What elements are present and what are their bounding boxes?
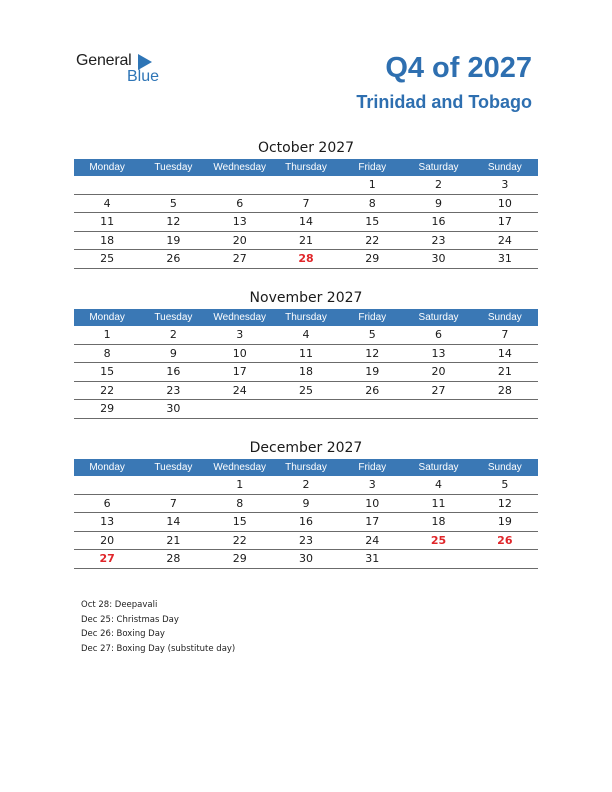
date-cell: 21 — [298, 233, 313, 247]
date-cell: 22 — [365, 233, 380, 247]
date-cell: 8 — [236, 496, 244, 510]
weekday-header — [74, 159, 538, 176]
date-cell — [472, 550, 538, 568]
date-cell: 14 — [166, 515, 181, 528]
week-row — [74, 495, 538, 514]
date-cell: 7 — [169, 496, 177, 510]
date-cell: 2 — [302, 478, 310, 491]
date-cell: 3 — [236, 328, 244, 341]
date-cell: 23 — [298, 533, 313, 547]
date-cell — [273, 400, 339, 418]
weekday-label: Saturday — [418, 162, 459, 173]
date-cell: 18 — [298, 365, 313, 378]
week-row — [74, 176, 538, 195]
date-cell — [405, 550, 471, 568]
weekday-label: Sunday — [487, 162, 522, 173]
date-cell: 16 — [298, 515, 313, 528]
date-cell: 15 — [100, 365, 115, 378]
date-cell: 23 — [166, 383, 181, 397]
week-row — [74, 532, 538, 551]
date-cell: 24 — [365, 533, 380, 547]
weekday-label: Sunday — [487, 462, 522, 473]
date-cell — [74, 176, 140, 194]
weekday-label: Sunday — [487, 312, 522, 323]
date-cell: 29 — [232, 552, 247, 565]
date-cell: 14 — [497, 346, 512, 360]
date-cell: 1 — [103, 328, 111, 341]
date-cell: 4 — [302, 328, 310, 341]
date-cell: 21 — [497, 365, 512, 378]
weekday-label: Thursday — [285, 312, 327, 323]
date-cell: 22 — [100, 383, 115, 397]
date-cell — [74, 476, 140, 494]
date-cell: 18 — [100, 233, 115, 247]
date-cell: 28 — [166, 552, 181, 565]
date-cell: 12 — [365, 346, 380, 360]
date-cell: 26 — [365, 383, 380, 397]
date-cell: 3 — [501, 178, 509, 191]
date-cell — [472, 400, 538, 418]
weekday-label: Friday — [358, 312, 387, 323]
date-cell: 10 — [365, 496, 380, 510]
date-cell: 9 — [169, 346, 177, 360]
date-cell: 8 — [103, 346, 111, 360]
weekday-label: Friday — [358, 162, 387, 173]
page-title: Q4 of 2027 — [385, 52, 532, 84]
date-cell: 14 — [298, 215, 313, 228]
week-row — [74, 363, 538, 382]
weekday-label: Monday — [89, 462, 125, 473]
date-cell: 18 — [431, 515, 446, 528]
date-cell: 28 — [497, 383, 512, 397]
weekday-label: Saturday — [418, 462, 459, 473]
holiday-date-cell: 27 — [99, 552, 115, 565]
date-cell: 6 — [236, 196, 244, 210]
date-cell: 16 — [166, 365, 181, 378]
date-cell: 25 — [100, 252, 115, 265]
date-cell: 1 — [368, 178, 376, 191]
date-cell: 10 — [497, 196, 512, 210]
month-title: October 2027 — [257, 140, 355, 156]
logo-text-general: General — [76, 52, 132, 69]
weekday-label: Monday — [89, 162, 125, 173]
date-cell: 13 — [100, 515, 115, 528]
week-row — [74, 400, 538, 419]
holiday-date-cell: 26 — [497, 533, 513, 547]
week-row — [74, 513, 538, 532]
weekday-label: Thursday — [285, 162, 327, 173]
date-cell: 30 — [166, 402, 181, 415]
holiday-note: Dec 26: Boxing Day — [81, 629, 165, 639]
date-cell — [273, 176, 339, 194]
date-cell: 10 — [232, 346, 247, 360]
date-cell: 11 — [100, 215, 115, 228]
date-cell — [207, 176, 273, 194]
date-cell: 8 — [368, 196, 376, 210]
country-name: Trinidad and Tobago — [356, 92, 532, 112]
date-cell: 24 — [232, 383, 247, 397]
date-cell: 20 — [431, 365, 446, 378]
date-cell: 27 — [431, 383, 446, 397]
date-cell: 23 — [431, 233, 446, 247]
date-cell: 17 — [497, 215, 512, 228]
date-cell: 2 — [435, 178, 443, 191]
week-row — [74, 250, 538, 269]
date-cell: 5 — [501, 478, 509, 491]
date-cell: 17 — [365, 515, 380, 528]
month-november — [74, 287, 538, 419]
week-row — [74, 345, 538, 364]
date-cell: 30 — [431, 252, 446, 265]
date-cell: 12 — [166, 215, 181, 228]
date-cell: 4 — [435, 478, 443, 491]
date-cell: 16 — [431, 215, 446, 228]
date-cell: 15 — [232, 515, 247, 528]
holiday-note: Dec 27: Boxing Day (substitute day) — [81, 643, 236, 654]
logo-triangle-icon — [138, 54, 152, 70]
date-cell: 20 — [232, 233, 247, 247]
week-row — [74, 476, 538, 495]
date-cell — [405, 400, 471, 418]
date-cell: 26 — [166, 252, 181, 265]
month-october — [74, 137, 538, 269]
weekday-label: Tuesday — [154, 462, 193, 473]
date-cell: 15 — [365, 215, 380, 228]
date-cell — [207, 400, 273, 418]
date-cell: 12 — [497, 496, 512, 510]
month-title: November 2027 — [249, 290, 363, 306]
date-cell — [339, 400, 405, 418]
week-row — [74, 195, 538, 214]
date-cell: 29 — [100, 402, 115, 415]
date-cell: 13 — [431, 346, 446, 360]
date-cell: 19 — [497, 515, 512, 528]
date-cell: 9 — [435, 196, 443, 210]
weekday-header — [74, 459, 538, 476]
holiday-date-cell: 25 — [430, 533, 447, 547]
date-cell: 9 — [302, 496, 310, 510]
date-cell: 31 — [365, 552, 380, 565]
date-cell: 27 — [232, 252, 247, 265]
date-cell: 2 — [169, 328, 177, 341]
date-cell: 5 — [368, 328, 376, 341]
date-cell: 3 — [368, 478, 376, 491]
holiday-notes — [81, 598, 235, 656]
date-cell: 19 — [365, 365, 380, 378]
week-row — [74, 326, 538, 345]
holiday-date-cell: 28 — [298, 252, 314, 265]
date-cell: 30 — [298, 552, 313, 565]
date-cell: 11 — [298, 346, 313, 360]
date-cell: 25 — [298, 383, 313, 397]
date-cell — [140, 176, 206, 194]
date-cell: 20 — [100, 533, 115, 547]
date-cell: 19 — [166, 233, 181, 247]
date-cell: 6 — [103, 496, 111, 510]
week-row — [74, 213, 538, 232]
weekday-label: Wednesday — [213, 162, 267, 173]
date-cell: 13 — [232, 215, 247, 228]
month-december — [74, 437, 538, 569]
weekday-label: Saturday — [418, 312, 459, 323]
date-cell: 4 — [103, 196, 111, 210]
week-row — [74, 382, 538, 401]
date-cell: 7 — [302, 196, 310, 210]
holiday-note: Oct 28: Deepavali — [81, 600, 158, 610]
date-cell: 31 — [497, 252, 512, 265]
weekday-header — [74, 309, 538, 326]
date-cell: 7 — [501, 328, 509, 341]
weekday-label: Thursday — [285, 462, 327, 473]
holiday-note: Dec 25: Christmas Day — [81, 614, 179, 625]
date-cell: 5 — [169, 196, 177, 210]
weekday-label: Monday — [89, 312, 125, 323]
date-cell: 11 — [431, 496, 446, 510]
date-cell: 29 — [365, 252, 380, 265]
weekday-label: Tuesday — [154, 312, 193, 323]
generalblue-logo — [76, 52, 176, 92]
date-cell: 24 — [497, 233, 512, 247]
weekday-label: Wednesday — [213, 462, 267, 473]
weekday-label: Tuesday — [154, 162, 193, 173]
date-cell: 17 — [232, 365, 247, 378]
date-cell: 22 — [232, 533, 247, 547]
week-row — [74, 232, 538, 251]
date-cell: 1 — [236, 478, 244, 491]
week-row — [74, 550, 538, 569]
month-title: December 2027 — [249, 440, 363, 456]
weekday-label: Friday — [358, 462, 387, 473]
weekday-label: Wednesday — [213, 312, 267, 323]
date-cell — [140, 476, 206, 494]
date-cell: 6 — [435, 328, 443, 341]
date-cell: 21 — [166, 533, 181, 547]
logo-text-blue: Blue — [127, 68, 160, 85]
